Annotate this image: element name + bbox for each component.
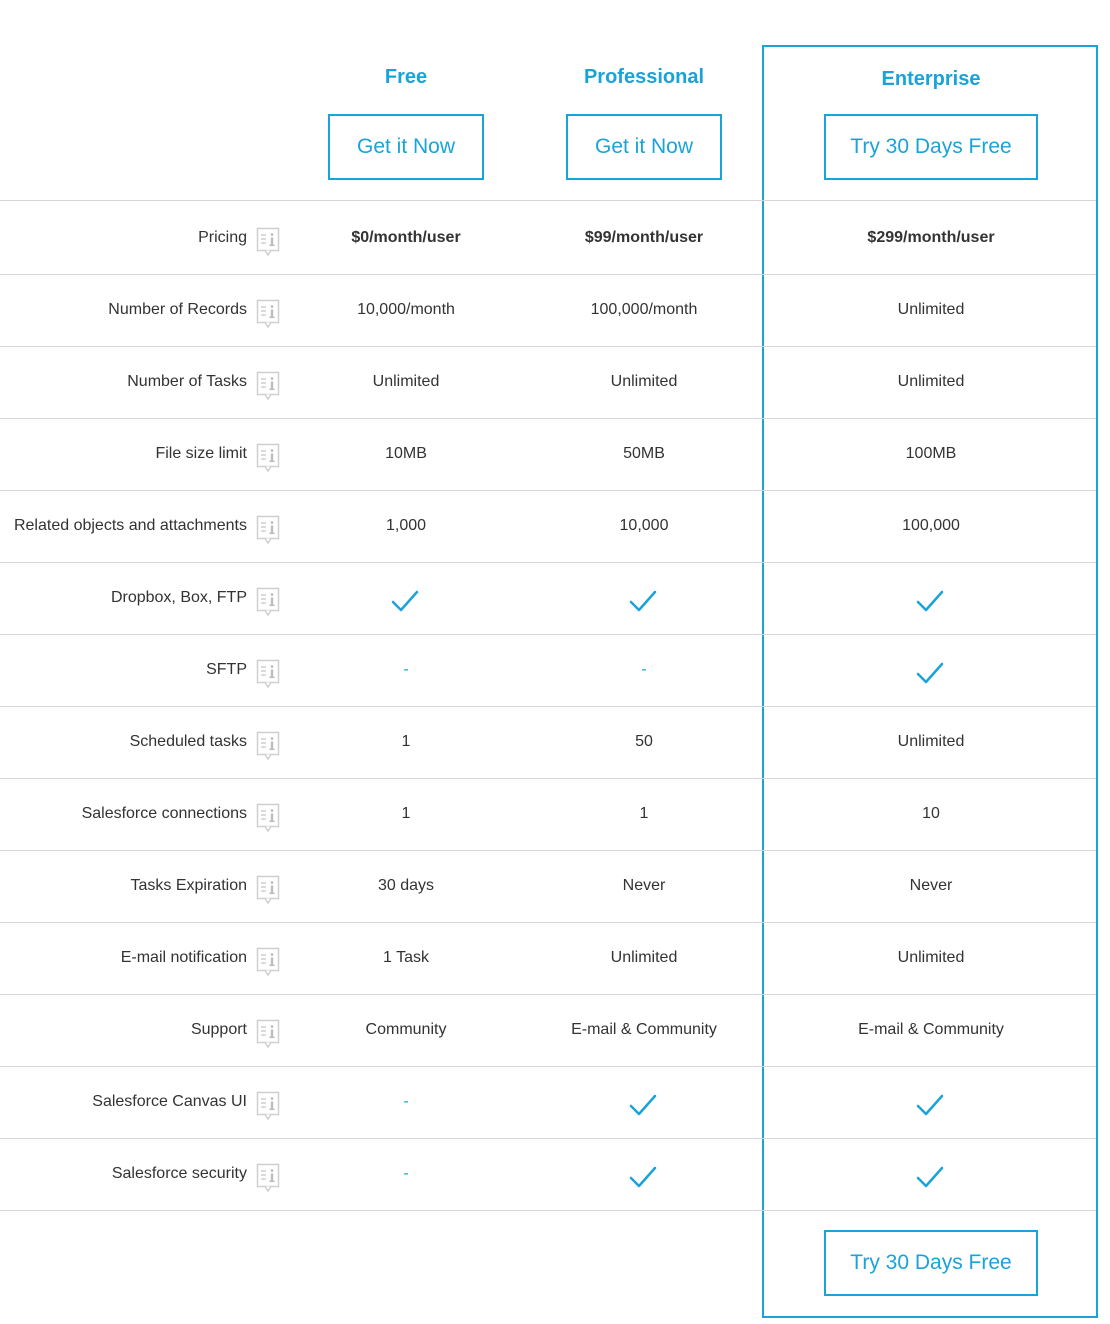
info-icon[interactable] — [256, 515, 280, 545]
not-available-dash: - — [403, 1165, 409, 1182]
table-row — [0, 490, 1110, 562]
table-row — [0, 346, 1110, 418]
feature-label: File size limit — [155, 445, 247, 462]
feature-label: Dropbox, Box, FTP — [110, 589, 247, 606]
feature-value: 1 Task — [383, 949, 429, 966]
feature-value: 10,000/month — [357, 301, 455, 318]
table-row — [0, 202, 1110, 274]
feature-value: Unlimited — [610, 373, 678, 390]
get-it-now-free-button[interactable]: Get it Now — [328, 114, 484, 180]
feature-value: E-mail & Community — [858, 1021, 1004, 1038]
not-available-dash: - — [403, 661, 409, 678]
feature-value: $99/month/user — [584, 229, 704, 246]
feature-label: Salesforce connections — [81, 805, 247, 822]
feature-value: 10,000 — [619, 517, 669, 534]
table-row — [0, 706, 1110, 778]
feature-value: Community — [365, 1021, 447, 1038]
info-icon[interactable] — [256, 1163, 280, 1193]
table-row — [0, 922, 1110, 994]
feature-value: Unlimited — [897, 733, 965, 750]
feature-value: $299/month/user — [867, 229, 995, 246]
feature-value: Unlimited — [897, 949, 965, 966]
info-icon[interactable] — [256, 443, 280, 473]
info-icon[interactable] — [256, 659, 280, 689]
checkmark-icon — [915, 586, 945, 616]
table-row — [0, 994, 1110, 1066]
feature-value: 50MB — [623, 445, 665, 462]
table-row — [0, 1138, 1110, 1210]
info-icon[interactable] — [256, 371, 280, 401]
plan-title-enterprise: Enterprise — [881, 68, 981, 90]
not-available-dash: - — [641, 661, 647, 678]
get-it-now-professional-button[interactable]: Get it Now — [566, 114, 722, 180]
feature-value: 10MB — [385, 445, 427, 462]
feature-value: 50 — [635, 733, 653, 750]
feature-value: 30 days — [377, 877, 435, 894]
feature-value: $0/month/user — [351, 229, 461, 246]
feature-label: Salesforce security — [111, 1165, 247, 1182]
feature-label: Related objects and attachments — [13, 517, 247, 534]
table-row — [0, 1066, 1110, 1138]
checkmark-icon — [628, 1090, 658, 1120]
checkmark-icon — [915, 1162, 945, 1192]
table-row — [0, 850, 1110, 922]
not-available-dash: - — [403, 1093, 409, 1110]
info-icon[interactable] — [256, 299, 280, 329]
checkmark-icon — [628, 1162, 658, 1192]
feature-value: 100MB — [905, 445, 957, 462]
feature-value: Unlimited — [372, 373, 440, 390]
feature-label: Number of Tasks — [127, 373, 247, 390]
feature-value: E-mail & Community — [571, 1021, 717, 1038]
feature-label: Scheduled tasks — [129, 733, 247, 750]
feature-label: SFTP — [206, 661, 247, 678]
feature-label: Salesforce Canvas UI — [92, 1093, 247, 1110]
plan-title-professional: Professional — [583, 66, 705, 88]
feature-label: Support — [190, 1021, 247, 1038]
checkmark-icon — [628, 586, 658, 616]
row-divider — [0, 1210, 1096, 1211]
info-icon[interactable] — [256, 1019, 280, 1049]
table-row — [0, 274, 1110, 346]
info-icon[interactable] — [256, 587, 280, 617]
feature-value: Unlimited — [610, 949, 678, 966]
feature-value: 100,000 — [902, 517, 960, 534]
feature-value: 1 — [401, 733, 411, 750]
feature-value: Never — [622, 877, 666, 894]
header-divider — [0, 200, 1096, 201]
feature-label: Number of Records — [108, 301, 247, 318]
plan-title-free: Free — [384, 66, 428, 88]
try-free-footer-button[interactable]: Try 30 Days Free — [824, 1230, 1038, 1296]
feature-value: Never — [909, 877, 953, 894]
checkmark-icon — [390, 586, 420, 616]
checkmark-icon — [915, 1090, 945, 1120]
table-row — [0, 634, 1110, 706]
feature-value: 1,000 — [385, 517, 427, 534]
info-icon[interactable] — [256, 1091, 280, 1121]
feature-value: 1 — [401, 805, 411, 822]
feature-value: 100,000/month — [590, 301, 698, 318]
feature-label: Pricing — [198, 229, 247, 246]
feature-label: Tasks Expiration — [130, 877, 247, 894]
feature-value: 1 — [639, 805, 649, 822]
table-row — [0, 778, 1110, 850]
info-icon[interactable] — [256, 803, 280, 833]
info-icon[interactable] — [256, 875, 280, 905]
info-icon[interactable] — [256, 227, 280, 257]
feature-value: 10 — [922, 805, 940, 822]
table-row — [0, 418, 1110, 490]
info-icon[interactable] — [256, 731, 280, 761]
feature-value: Unlimited — [897, 301, 965, 318]
table-row — [0, 562, 1110, 634]
feature-label: E-mail notification — [120, 949, 247, 966]
checkmark-icon — [915, 658, 945, 688]
try-free-enterprise-button[interactable]: Try 30 Days Free — [824, 114, 1038, 180]
info-icon[interactable] — [256, 947, 280, 977]
feature-value: Unlimited — [897, 373, 965, 390]
